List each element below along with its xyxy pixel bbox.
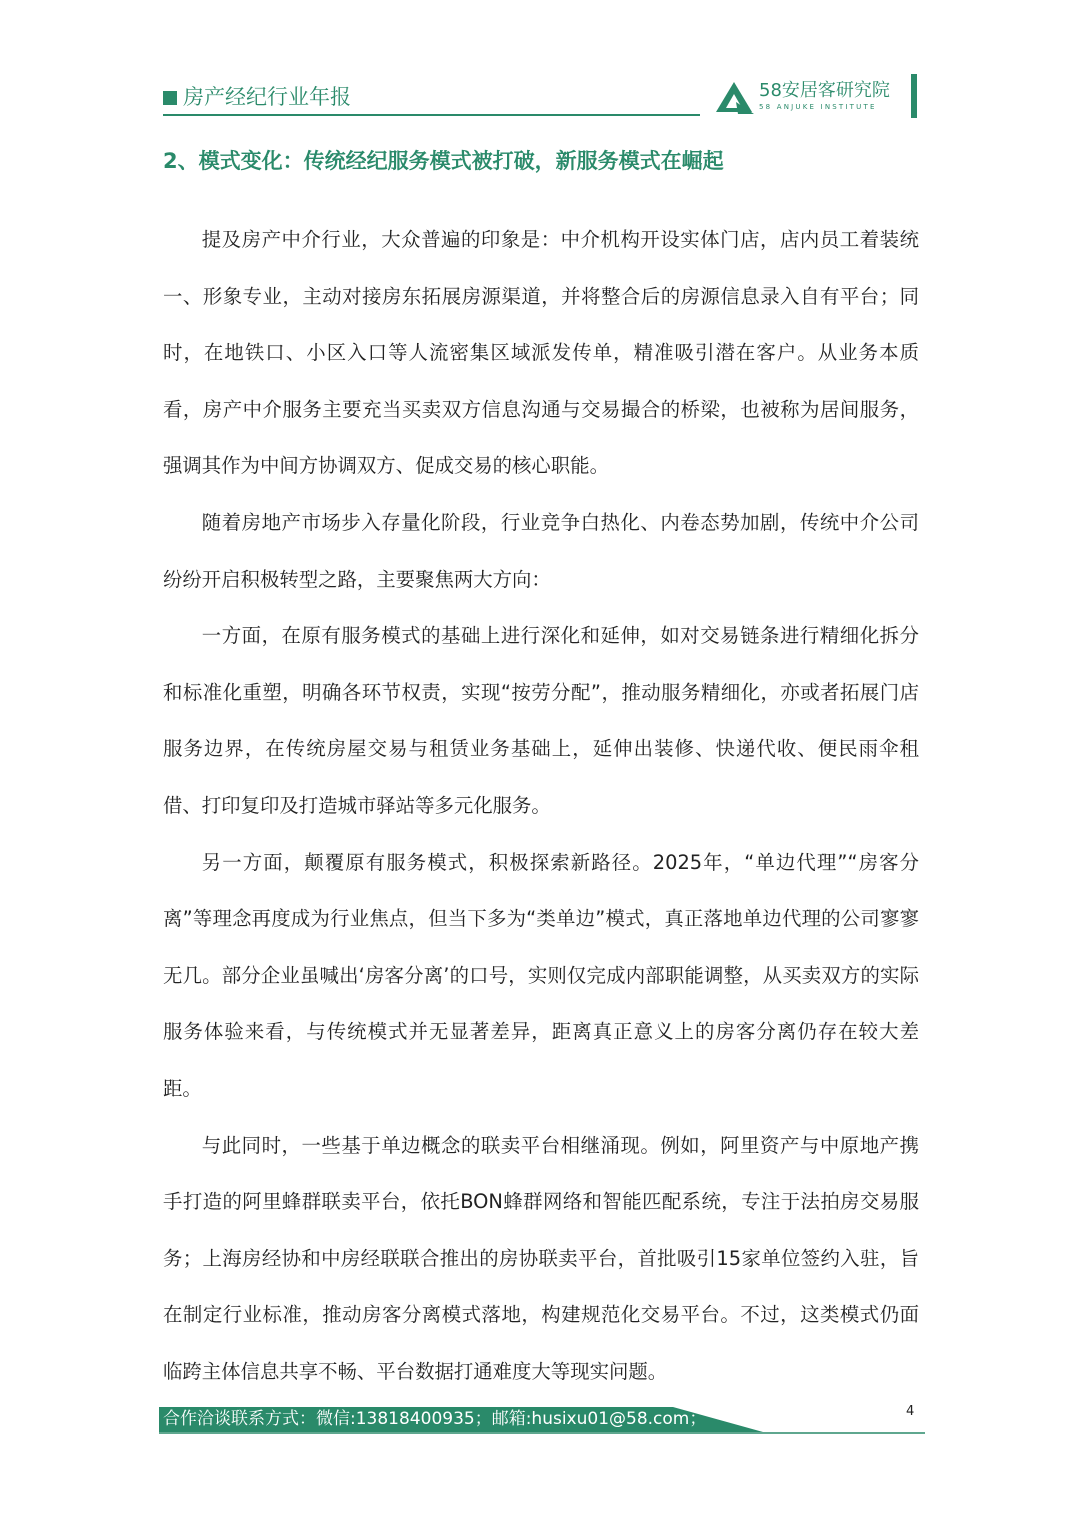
paragraph: 另一方面，颠覆原有服务模式，积极探索新路径。2025年，“单边代理”“房客分离”等理念再度成为行业焦点，但当下多为“类单边”模式，真正落地单边代理的公司寥寥无几。部分企业虽喊出‘房客分离’的口号，实则仅完成内部职能调整，从买卖双方的实际服务体验来看，与传统模式并无显著差异，距离真正意义上的房客分离仍存在较大差距。 (163, 850, 919, 1100)
header-divider (163, 114, 700, 116)
header-accent-bar (911, 74, 917, 118)
paragraph: 随着房地产市场步入存量化阶段，行业竞争白热化、内卷态势加剧，传统中介公司纷纷开启积极转型之路，主要聚焦两大方向： (163, 510, 919, 591)
page-number: 4 (906, 1404, 915, 1419)
paragraph: 提及房产中介行业，大众普遍的印象是：中介机构开设实体门店，店内员工着装统一、形象专业，主动对接房东拓展房源渠道，并将整合后的房源信息录入自有平台；同时，在地铁口、小区入口等人流密集区域派发传单，精准吸引潜在客户。从业务本质看，房产中介服务主要充当买卖双方信息沟通与交易撮合的桥梁，也被称为居间服务，强调其作为中间方协调双方、促成交易的核心职能。 (163, 228, 919, 478)
logo-subtext: 58 ANJUKE INSTITUTE (759, 103, 877, 111)
body-text (163, 212, 919, 1400)
institute-logo (714, 78, 904, 118)
footer-contact: 合作洽谈联系方式：微信:13818400935；邮箱:husixu01@58.com； (163, 1409, 707, 1429)
report-title (163, 83, 351, 111)
logo-text: 58安居客研究院 (759, 80, 890, 101)
section-title: 2、模式变化：传统经纪服务模式被打破，新服务模式在崛起 (163, 149, 724, 173)
paragraph: 一方面，在原有服务模式的基础上进行深化和延伸，如对交易链条进行精细化拆分和标准化重塑，明确各环节权责，实现“按劳分配”，推动服务精细化，亦或者拓展门店服务边界，在传统房屋交易与租赁业务基础上，延伸出装修、快递代收、便民雨伞租借、打印复印及打造城市驿站等多元化服务。 (163, 624, 919, 817)
title-square-icon (163, 91, 177, 105)
report-title-text: 房产经纪行业年报 (183, 85, 351, 109)
paragraph: 与此同时，一些基于单边概念的联卖平台相继涌现。例如，阿里资产与中原地产携手打造的阿里蜂群联卖平台，依托BON蜂群网络和智能匹配系统，专注于法拍房交易服务；上海房经协和中房经联联合推出的房协联卖平台，首批吸引15家单位签约入驻，旨在制定行业标准，推动房客分离模式落地，构建规范化交易平台。不过，这类模式仍面临跨主体信息共享不畅、平台数据打通难度大等现实问题。 (163, 1133, 919, 1383)
triangle-logo-icon (714, 80, 754, 116)
